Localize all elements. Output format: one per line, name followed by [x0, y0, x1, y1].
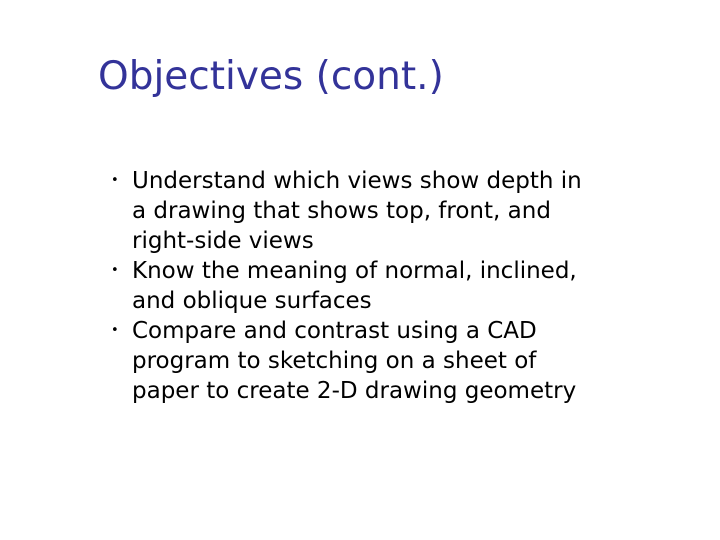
bullet-text-line: a drawing that shows top, front, and: [132, 198, 551, 224]
bullet-item: [98, 256, 698, 316]
bullet-text-line: program to sketching on a sheet of: [132, 348, 537, 374]
bullet-text-line: and oblique surfaces: [132, 288, 372, 314]
bullet-text-line: right-side views: [132, 228, 314, 254]
bullet-icon: •: [111, 173, 119, 188]
bullet-item: [98, 316, 698, 406]
bullet-list: [98, 166, 698, 406]
bullet-text-line: Know the meaning of normal, inclined,: [132, 258, 577, 284]
bullet-icon: •: [111, 323, 119, 338]
bullet-text-line: paper to create 2-D drawing geometry: [132, 378, 577, 404]
bullet-text-line: Understand which views show depth in: [132, 168, 582, 194]
bullet-item: [98, 166, 698, 256]
bullet-icon: •: [111, 263, 119, 278]
slide-title: Objectives (cont.): [98, 54, 444, 99]
bullet-text-line: Compare and contrast using a CAD: [132, 318, 537, 344]
